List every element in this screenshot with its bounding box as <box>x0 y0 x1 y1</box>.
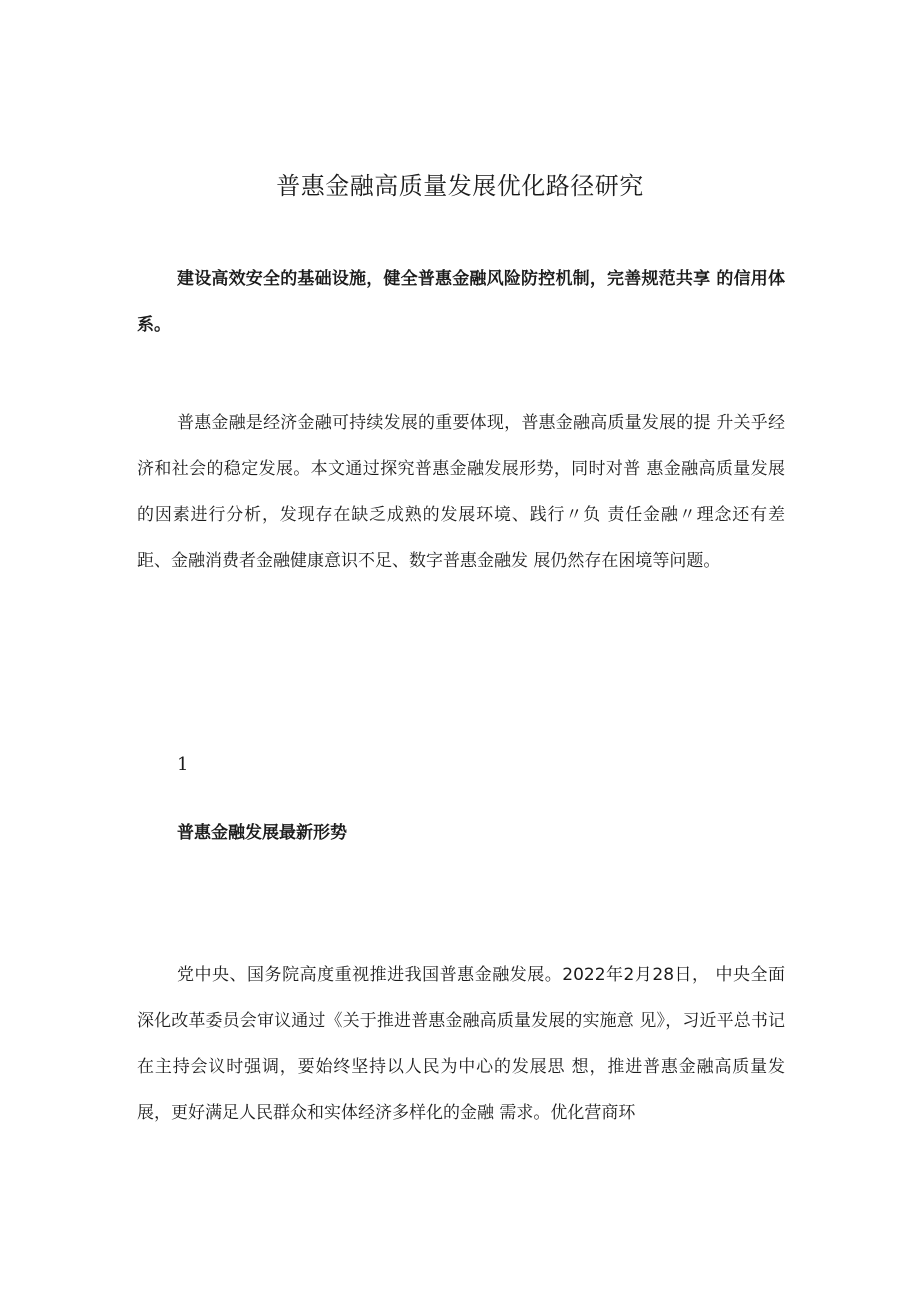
section-number: 1 <box>177 754 189 775</box>
section-heading: 普惠金融发展最新形势 <box>177 823 347 843</box>
abstract-paragraph: 普惠金融是经济金融可持续发展的重要体现，普惠金融高质量发展的提 升关乎经济和社会的稳定发展。本文通过探究普惠金融发展形势，同时对普 惠金融高质量发展的因素进行分析，发现存在缺乏成熟的发展环境、践行〃负 责任金融〃理念还有差距、金融消费者金融健康意识不足、数字普惠金融发 展仍然存在困境等问题。 <box>137 413 785 571</box>
body-paragraph: 党中央、国务院高度重视推进我国普惠金融发展。2022年2月28日， 中央全面深化改革委员会审议通过《关于推进普惠金融高质量发展的实施意 见》，习近平总书记在主持会议时强调，要始终坚持以人民为中心的发展思 想，推进普惠金融高质量发展，更好满足人民群众和实体经济多样化的金融 需求。优化营商环 <box>137 965 785 1123</box>
document-subtitle: 建设高效安全的基础设施，健全普惠金融风险防控机制，完善规范共享 的信用体系。 <box>137 269 785 335</box>
document-title: 普惠金融高质量发展优化路径研究 <box>276 172 644 200</box>
